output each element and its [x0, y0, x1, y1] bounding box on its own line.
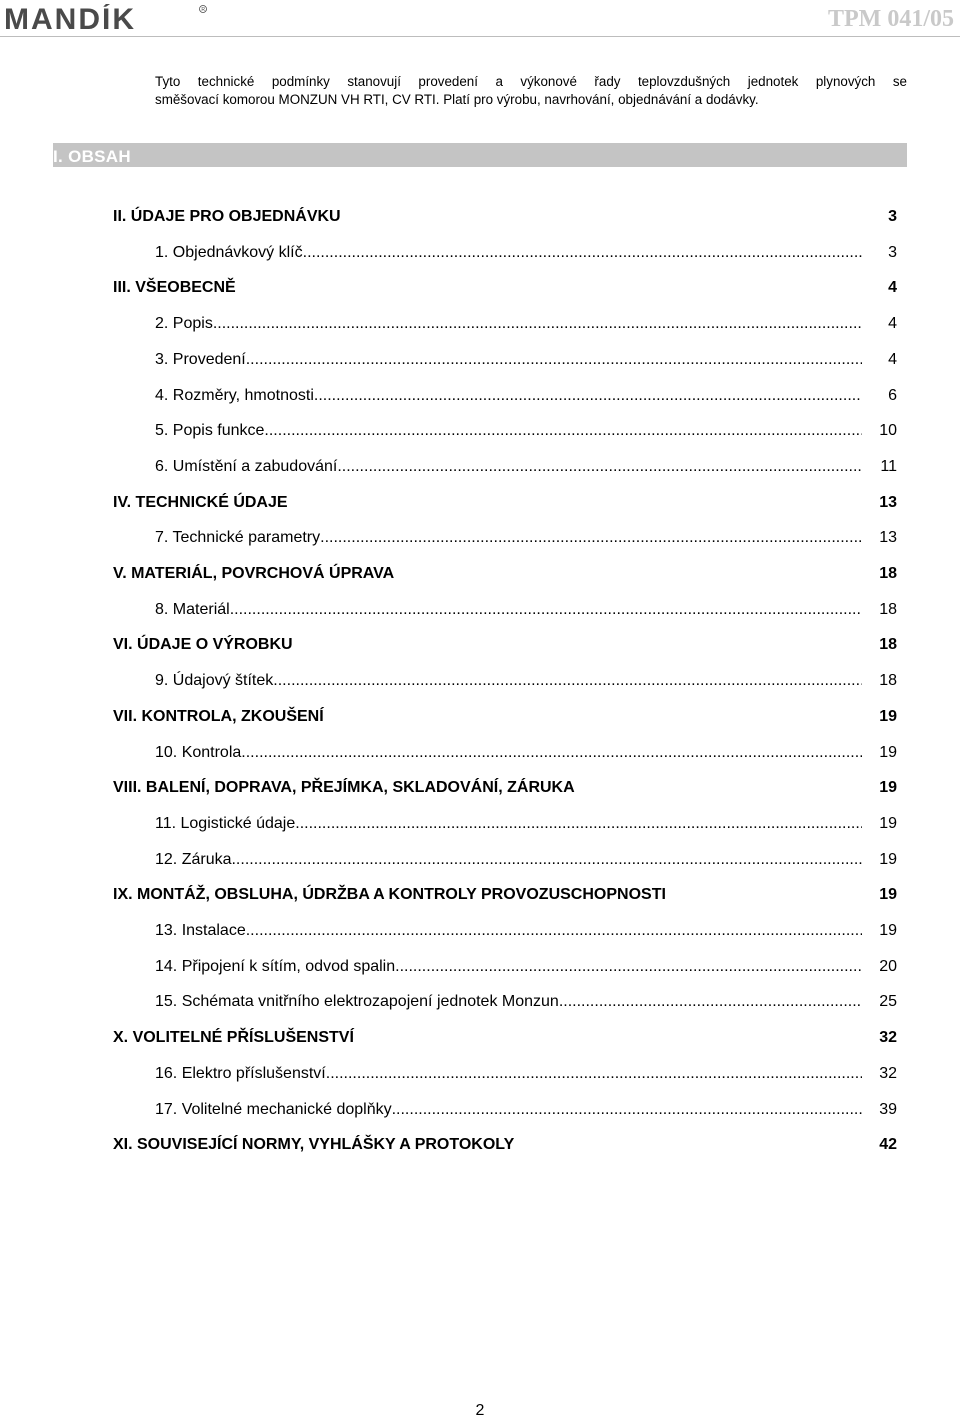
toc-entry-title: III. VŠEOBECNĚ: [113, 279, 236, 297]
toc-leader-dots: [337, 458, 862, 476]
toc-entry-title: XI. SOUVISEJÍCÍ NORMY, VYHLÁŠKY A PROTOKOLY: [113, 1136, 515, 1154]
toc-leader-dots: [273, 672, 862, 690]
toc-entry-title: [155, 351, 862, 369]
toc-page-number: 19: [879, 707, 897, 725]
toc-leader-dots: [314, 387, 862, 405]
toc-entry-title: [155, 851, 862, 869]
toc-entry-title: II. ÚDAJE PRO OBJEDNÁVKU: [113, 208, 341, 225]
toc-leader-dots: [320, 529, 862, 547]
toc-item-row[interactable]: [0, 1065, 960, 1089]
toc-item-row[interactable]: [0, 993, 960, 1017]
toc-page-number: 4: [888, 350, 897, 368]
toc-leader-dots: [213, 315, 862, 333]
toc-entry-title: [155, 601, 862, 619]
toc-entry-text: 13. Instalace: [155, 922, 246, 939]
toc-leader-dots: [246, 922, 862, 940]
toc-page-number: 25: [879, 993, 897, 1011]
toc-item-row[interactable]: [0, 387, 960, 411]
toc-chapter-row[interactable]: [0, 779, 960, 803]
toc-leader-dots: [246, 351, 862, 369]
toc-entry-title: [155, 387, 862, 405]
toc-page-number: 19: [879, 779, 897, 797]
toc-item-row[interactable]: [0, 458, 960, 482]
toc-page-number: 10: [879, 422, 897, 440]
document-code: TPM 041/05: [828, 6, 954, 32]
toc-entry-text: 4. Rozměry, hmotnosti: [155, 386, 314, 404]
toc-entry-text: 9. Údajový štítek: [155, 672, 274, 690]
toc-page-number: 11: [880, 457, 897, 475]
toc-page-number: 13: [879, 529, 897, 547]
toc-entry-title: [155, 815, 862, 833]
toc-entry-title: VI. ÚDAJE O VÝROBKU: [113, 636, 293, 654]
toc-item-row[interactable]: [0, 244, 960, 268]
toc-entry-text: 11. Logistické údaje: [155, 814, 296, 832]
toc-page-number: 13: [879, 493, 897, 511]
toc-leader-dots: [241, 744, 862, 762]
toc-entry-text: 10. Kontrola: [155, 743, 242, 761]
intro-line-2: směšovací komorou MONZUN VH RTI, CV RTI. Platí pro výrobu, navrhování, objednávání a dodávky.: [155, 92, 759, 107]
toc-entry-text: 5. Popis funkce: [155, 422, 265, 440]
toc-leader-dots: [303, 244, 862, 262]
toc-page-number: 19: [879, 743, 897, 761]
toc-entry-title: IX. MONTÁŽ, OBSLUHA, ÚDRŽBA A KONTROLY PROVOZUSCHOPNOSTI: [113, 886, 666, 904]
toc-entry-text: 3. Provedení: [155, 350, 246, 368]
toc-entry-title: V. MATERIÁL, POVRCHOVÁ ÚPRAVA: [113, 565, 395, 582]
toc-item-row[interactable]: [0, 958, 960, 982]
toc-item-row[interactable]: [0, 744, 960, 768]
toc-entry-text: 15. Schémata vnitřního elektrozapojení jednotek Monzun: [155, 993, 559, 1011]
toc-item-row[interactable]: [0, 422, 960, 446]
toc-chapter-row[interactable]: [0, 1029, 960, 1053]
svg-text:MANDÍK: MANDÍK: [4, 4, 136, 32]
toc-page-number: 19: [879, 814, 897, 832]
toc-page-number: 4: [888, 315, 897, 333]
toc-entry-text: 16. Elektro příslušenství: [155, 1064, 326, 1082]
toc-entry-text: 1. Objednávkový klíč: [155, 243, 303, 261]
toc-item-row[interactable]: [0, 529, 960, 553]
toc-entry-title: [155, 458, 862, 476]
toc-entry-text: 17. Volitelné mechanické doplňky: [155, 1100, 392, 1118]
toc-entry-title: X. VOLITELNÉ PŘÍSLUŠENSTVÍ: [113, 1029, 354, 1047]
toc-chapter-row[interactable]: [0, 708, 960, 732]
toc-chapter-row[interactable]: [0, 494, 960, 518]
toc-entry-title: [155, 958, 862, 976]
toc-leader-dots: [559, 993, 862, 1011]
toc-entry-title: IV. TECHNICKÉ ÚDAJE: [113, 493, 288, 511]
toc-entry-title: [155, 672, 862, 690]
toc-page-number: 20: [879, 957, 897, 975]
svg-text:R: R: [201, 7, 206, 13]
toc-entry-text: 8. Materiál: [155, 600, 230, 618]
toc-page-number: 18: [879, 672, 897, 690]
toc-entry-title: [155, 529, 862, 547]
toc-entry-title: [155, 315, 862, 333]
toc-leader-dots: [230, 601, 862, 619]
toc-page-number: 18: [879, 636, 897, 654]
toc-leader-dots: [395, 958, 862, 976]
toc-leader-dots: [326, 1065, 862, 1083]
toc-page-number: 19: [879, 886, 897, 904]
toc-entry-title: [155, 1065, 862, 1083]
toc-chapter-row[interactable]: [0, 636, 960, 660]
toc-page-number: 39: [879, 1100, 897, 1118]
toc-entry-title: VIII. BALENÍ, DOPRAVA, PŘEJÍMKA, SKLADOVÁNÍ, ZÁRUKA: [113, 779, 575, 797]
toc-item-row[interactable]: [0, 922, 960, 946]
toc-page-number: 32: [879, 1029, 897, 1047]
toc-entry-text: 7. Technické parametry: [155, 529, 321, 547]
toc-chapter-row[interactable]: [0, 279, 960, 303]
toc-page-number: 6: [888, 386, 897, 404]
toc-page-number: 42: [879, 1136, 897, 1154]
toc-leader-dots: [392, 1101, 862, 1119]
toc-entry-title: [155, 744, 862, 762]
toc-chapter-row[interactable]: [0, 565, 960, 589]
toc-leader-dots: [295, 815, 862, 833]
toc-page-number: 3: [888, 208, 897, 225]
toc-item-row[interactable]: [0, 351, 960, 375]
toc-chapter-row[interactable]: [0, 886, 960, 910]
toc-page-number: 32: [879, 1064, 897, 1082]
contents-heading: I. OBSAH: [53, 147, 131, 166]
toc-item-row[interactable]: [0, 315, 960, 339]
toc-entry-text: 14. Připojení k sítím, odvod spalin: [155, 957, 396, 975]
toc-entry-text: 2. Popis: [155, 315, 213, 333]
intro-line-1: Tyto technické podmínky stanovují provedení a výkonové řady teplovzdušných jednotek plynových se: [155, 74, 907, 89]
toc-chapter-row[interactable]: [0, 208, 960, 232]
toc-entry-text: 12. Záruka: [155, 850, 232, 868]
toc-page-number: 18: [879, 565, 897, 582]
toc-entry-title: [155, 422, 862, 440]
page-number: 2: [475, 1402, 485, 1419]
toc-entry-title: [155, 244, 862, 262]
toc-chapter-row[interactable]: [0, 1136, 960, 1160]
toc-page-number: 19: [879, 850, 897, 868]
toc-item-row[interactable]: [0, 672, 960, 696]
toc-item-row[interactable]: [0, 601, 960, 625]
toc-entry-title: [155, 1101, 862, 1119]
toc-entry-title: [155, 922, 862, 940]
toc-page-number: 19: [879, 922, 897, 939]
toc-entry-text: 6. Umístění a zabudování: [155, 457, 338, 475]
toc-page-number: 18: [879, 600, 897, 618]
toc-page-number: 4: [888, 279, 897, 297]
toc-item-row[interactable]: [0, 851, 960, 875]
toc-item-row[interactable]: [0, 815, 960, 839]
toc-leader-dots: [231, 851, 862, 869]
toc-entry-title: [155, 993, 862, 1011]
toc-item-row[interactable]: [0, 1101, 960, 1125]
toc-leader-dots: [264, 422, 862, 440]
toc-page-number: 3: [888, 243, 897, 261]
toc-entry-title: VII. KONTROLA, ZKOUŠENÍ: [113, 707, 324, 725]
